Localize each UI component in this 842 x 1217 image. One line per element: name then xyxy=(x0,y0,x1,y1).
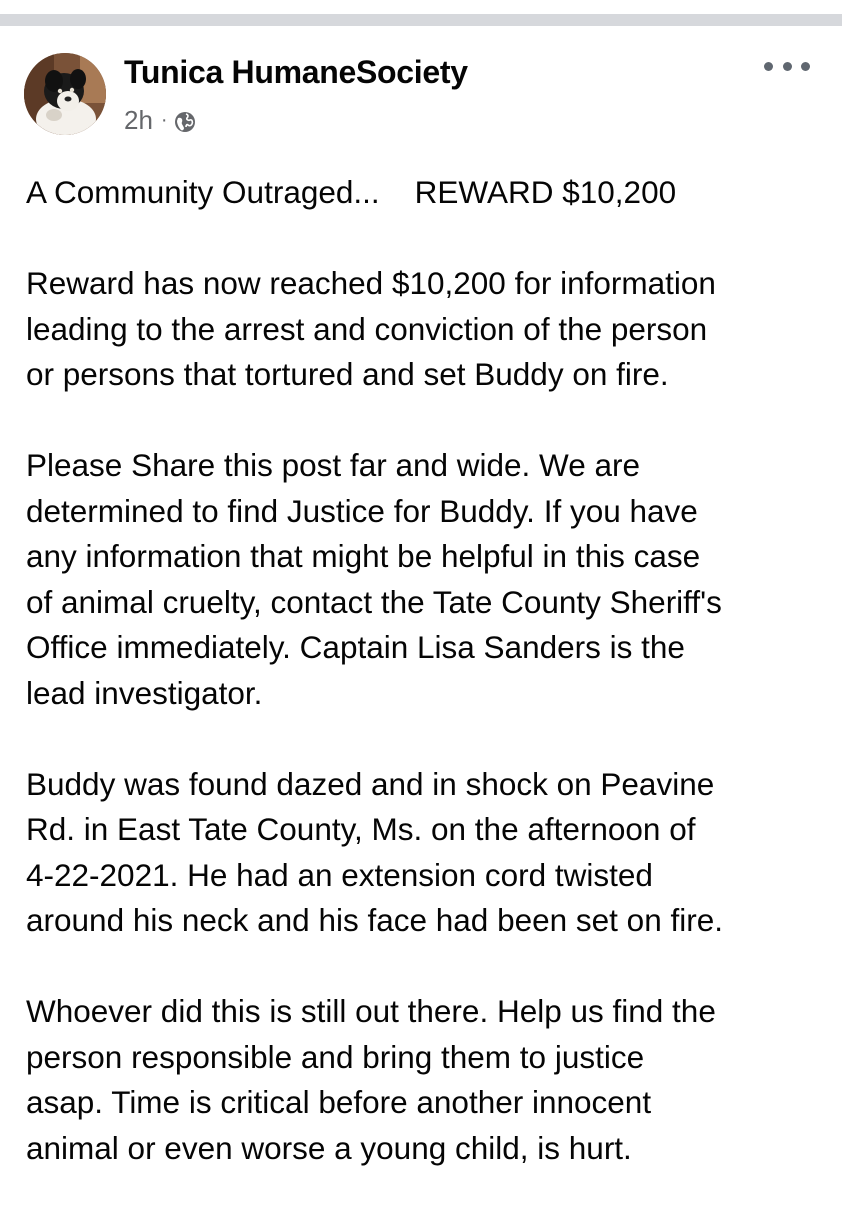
meta-separator: · xyxy=(160,108,168,131)
dot-icon xyxy=(801,62,810,71)
facebook-post xyxy=(0,26,842,1200)
author-name[interactable]: Tunica HumaneSociety xyxy=(124,54,468,90)
dog-avatar-image xyxy=(24,53,106,135)
dot-icon xyxy=(764,62,773,71)
post-paragraph: Buddy was found dazed and in shock on Peavine Rd. in East Tate County, Ms. on the afternoon of 4-22-2021. He had an extension cord twisted around his neck and his face had been set on fire. xyxy=(26,765,723,938)
post-timestamp[interactable]: 2h xyxy=(124,104,153,135)
feed-divider xyxy=(0,14,842,26)
post-meta xyxy=(124,103,196,137)
more-options-icon[interactable] xyxy=(764,56,810,76)
dot-icon xyxy=(783,62,792,71)
globe-icon[interactable] xyxy=(174,109,196,131)
post-paragraph: Whoever did this is still out there. Help us find the person responsible and bring them to justice asap. Time is critical before another innocent animal or even worse a young child, is hurt. xyxy=(26,993,716,1166)
avatar[interactable] xyxy=(24,53,106,135)
post-text xyxy=(26,170,826,1217)
post-paragraph: Please Share this post far and wide. We are determined to find Justice for Buddy. If you have any information that might be helpful in this case of animal cruelty, contact the Tate County Sheriff's Office immediately. Captain Lisa Sanders is the lead investigator. xyxy=(26,447,722,711)
post-paragraph: Reward has now reached $10,200 for information leading to the arrest and conviction of the person or persons that tortured and set Buddy on fire. xyxy=(26,265,716,392)
post-headline: A Community Outraged... REWARD $10,200 xyxy=(26,174,677,210)
